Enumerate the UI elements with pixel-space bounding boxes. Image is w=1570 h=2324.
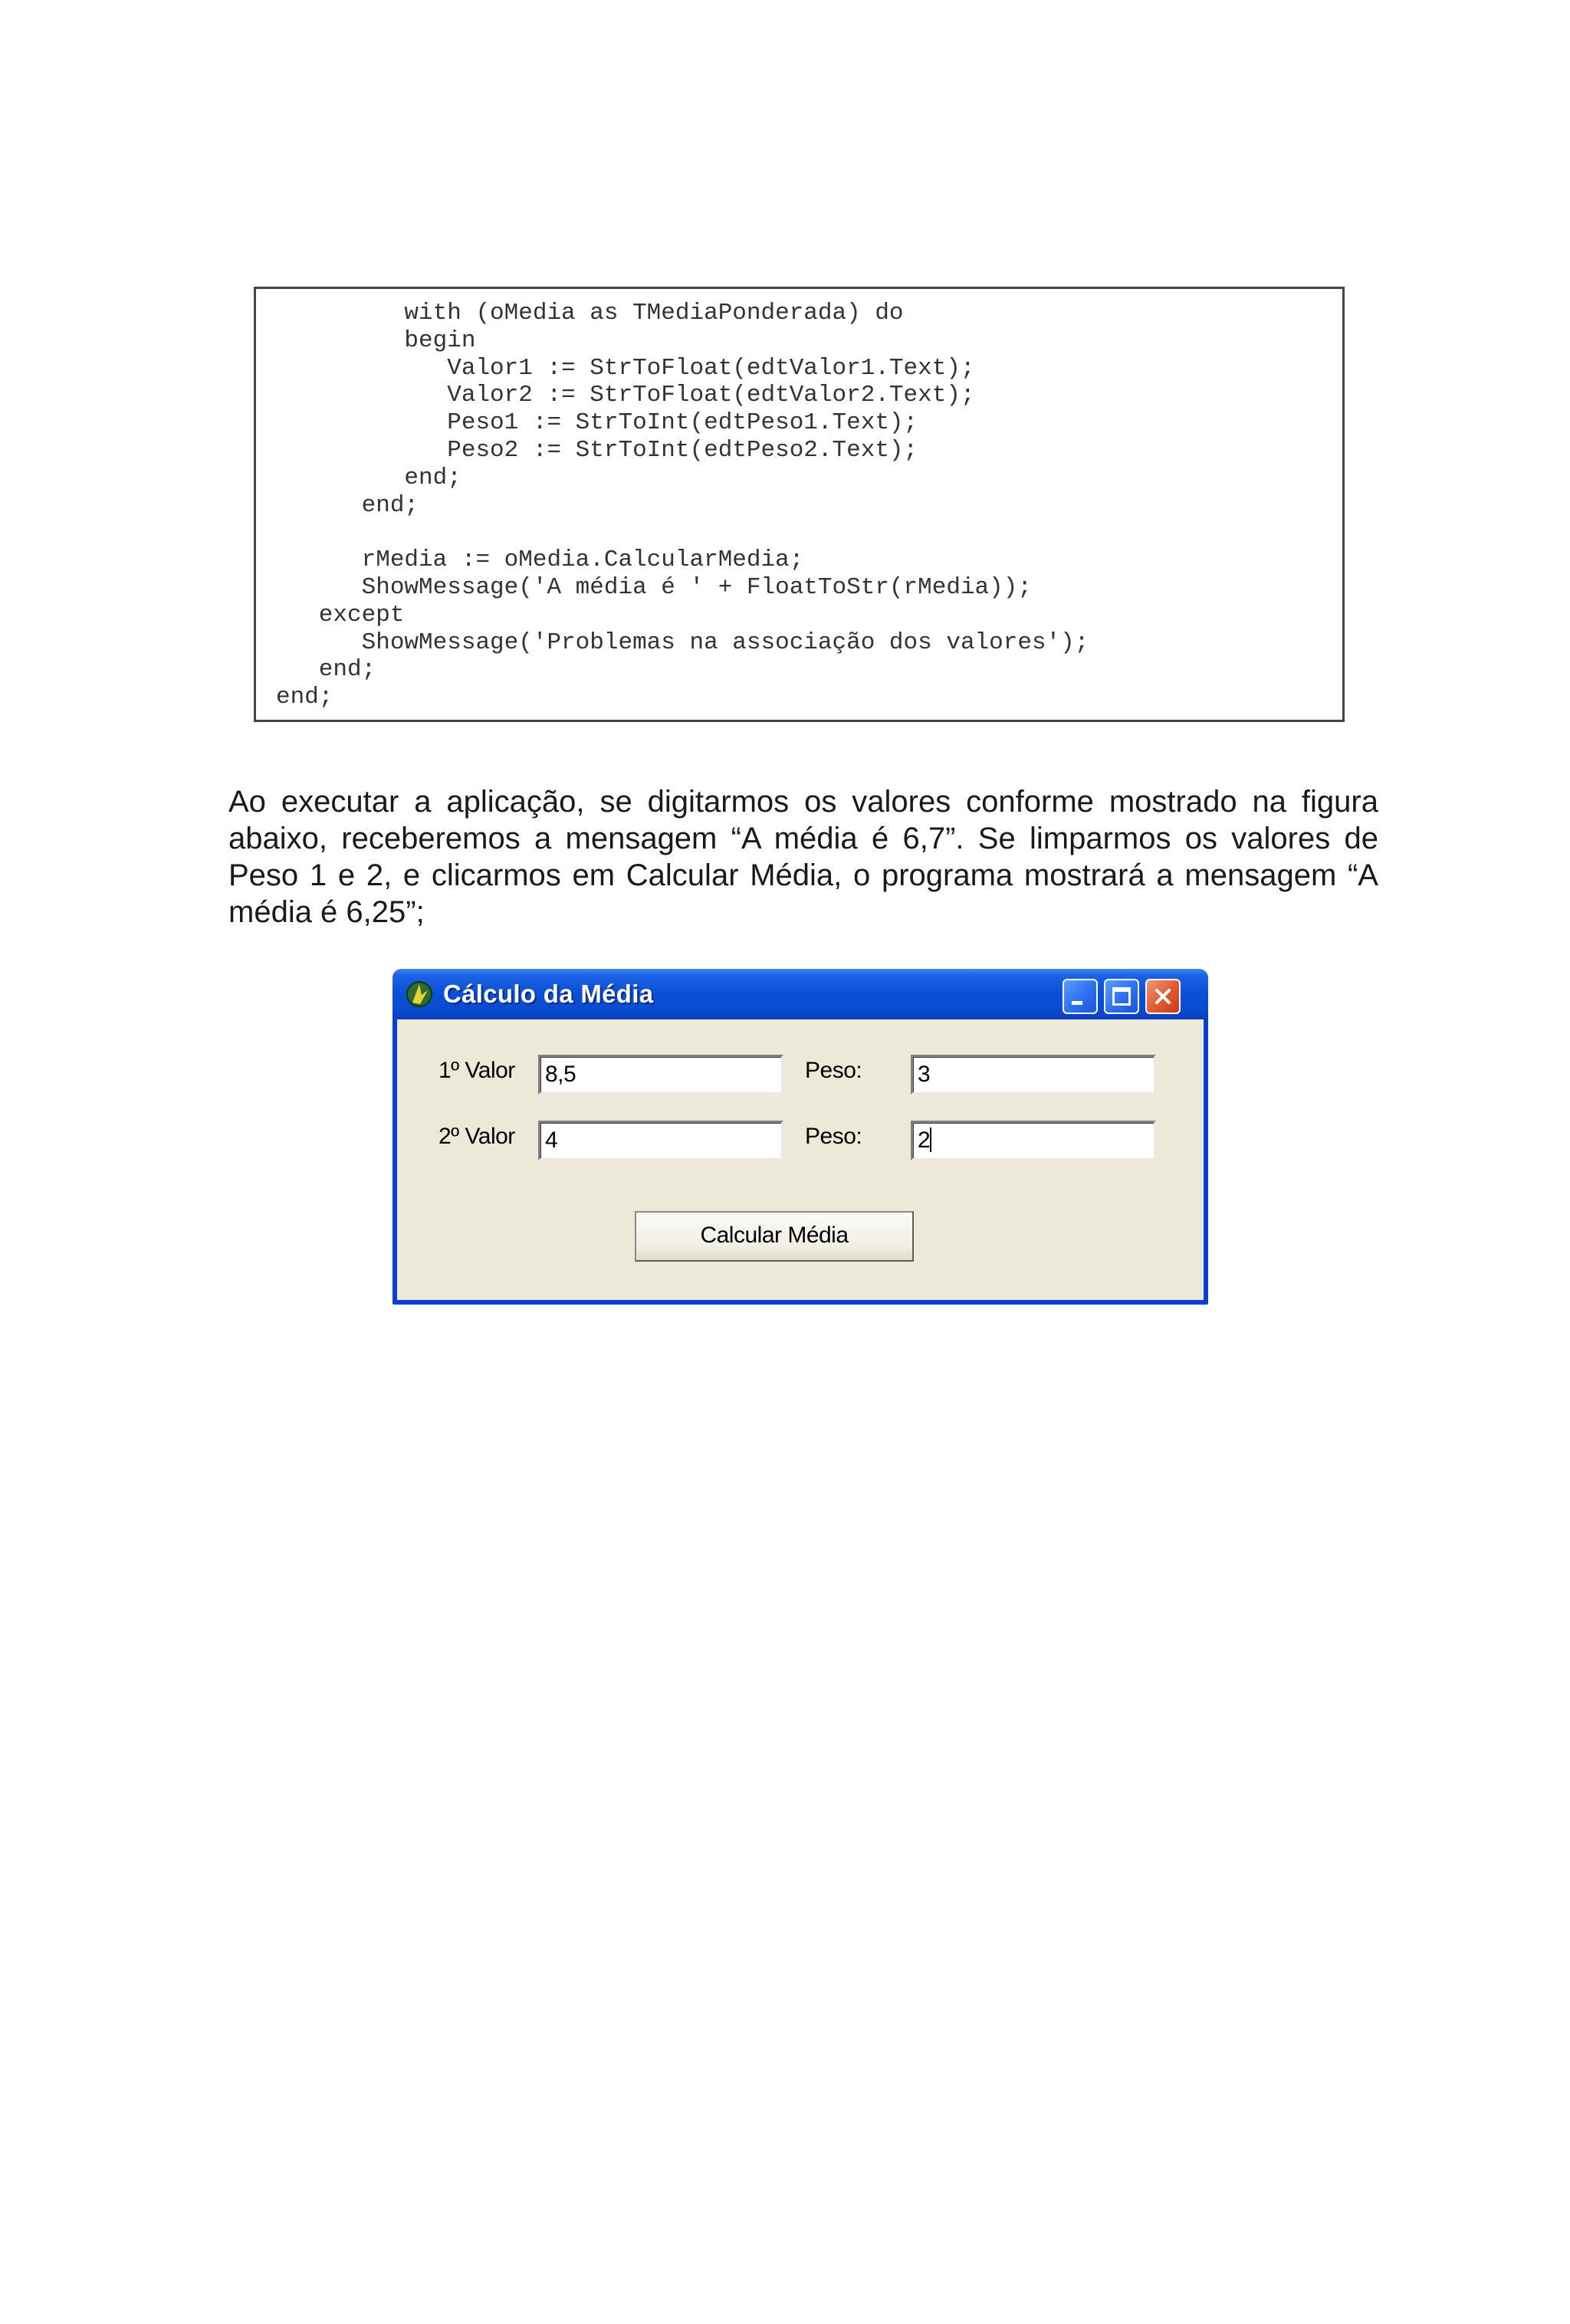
window-title: Cálculo da Média (443, 980, 654, 1008)
body-paragraph: Ao executar a aplicação, se digitarmos os valores conforme mostrado na figura abaixo, receberemos a mensagem “A média é 6,7”. Se limparmos os valores de Peso 1 e 2, e clicarmos em Calcular Média, o programa mostrará a mensagem “A média é 6,25”; (228, 785, 1378, 929)
delphi-app-icon (405, 980, 434, 1009)
code-listing: with (oMedia as TMediaPonderada) do begin Valor1 := StrToFloat(edtValor1.Text); Valor2 := StrToFloat(edtValor2.Text); Peso1 := StrToInt(edtPeso1.Text); Peso2 := StrToInt(edtPeso2.Text); end; end; rMedia := oMedia.CalcularMedia; ShowMessage('A média é ' + FloatToStr(rMedia)); except ShowMessage('Problemas na associação dos valores'); end; end; (276, 300, 1089, 711)
calcular-media-button[interactable]: Calcular Média (635, 1211, 914, 1262)
peso2-label: Peso: (805, 1124, 862, 1149)
valor1-label: 1º Valor (438, 1058, 515, 1083)
app-window (392, 969, 1208, 1305)
maximize-icon (1112, 987, 1131, 1006)
close-button[interactable] (1145, 979, 1181, 1014)
valor2-label: 2º Valor (438, 1124, 515, 1149)
valor2-input[interactable]: 4 (538, 1121, 783, 1160)
peso2-value: 2 (918, 1128, 931, 1153)
peso1-label: Peso: (805, 1058, 862, 1083)
code-listing-box (254, 287, 1345, 722)
peso1-input[interactable]: 3 (911, 1055, 1156, 1095)
peso2-input[interactable] (911, 1121, 1156, 1160)
valor1-input[interactable]: 8,5 (538, 1055, 783, 1095)
title-bar[interactable] (392, 969, 1208, 1019)
close-icon (1153, 986, 1173, 1006)
maximize-button[interactable] (1104, 979, 1139, 1014)
minimize-button[interactable] (1063, 979, 1098, 1014)
form-client-area (397, 1019, 1204, 1300)
minimize-icon (1072, 1001, 1082, 1005)
text-caret (930, 1128, 931, 1152)
